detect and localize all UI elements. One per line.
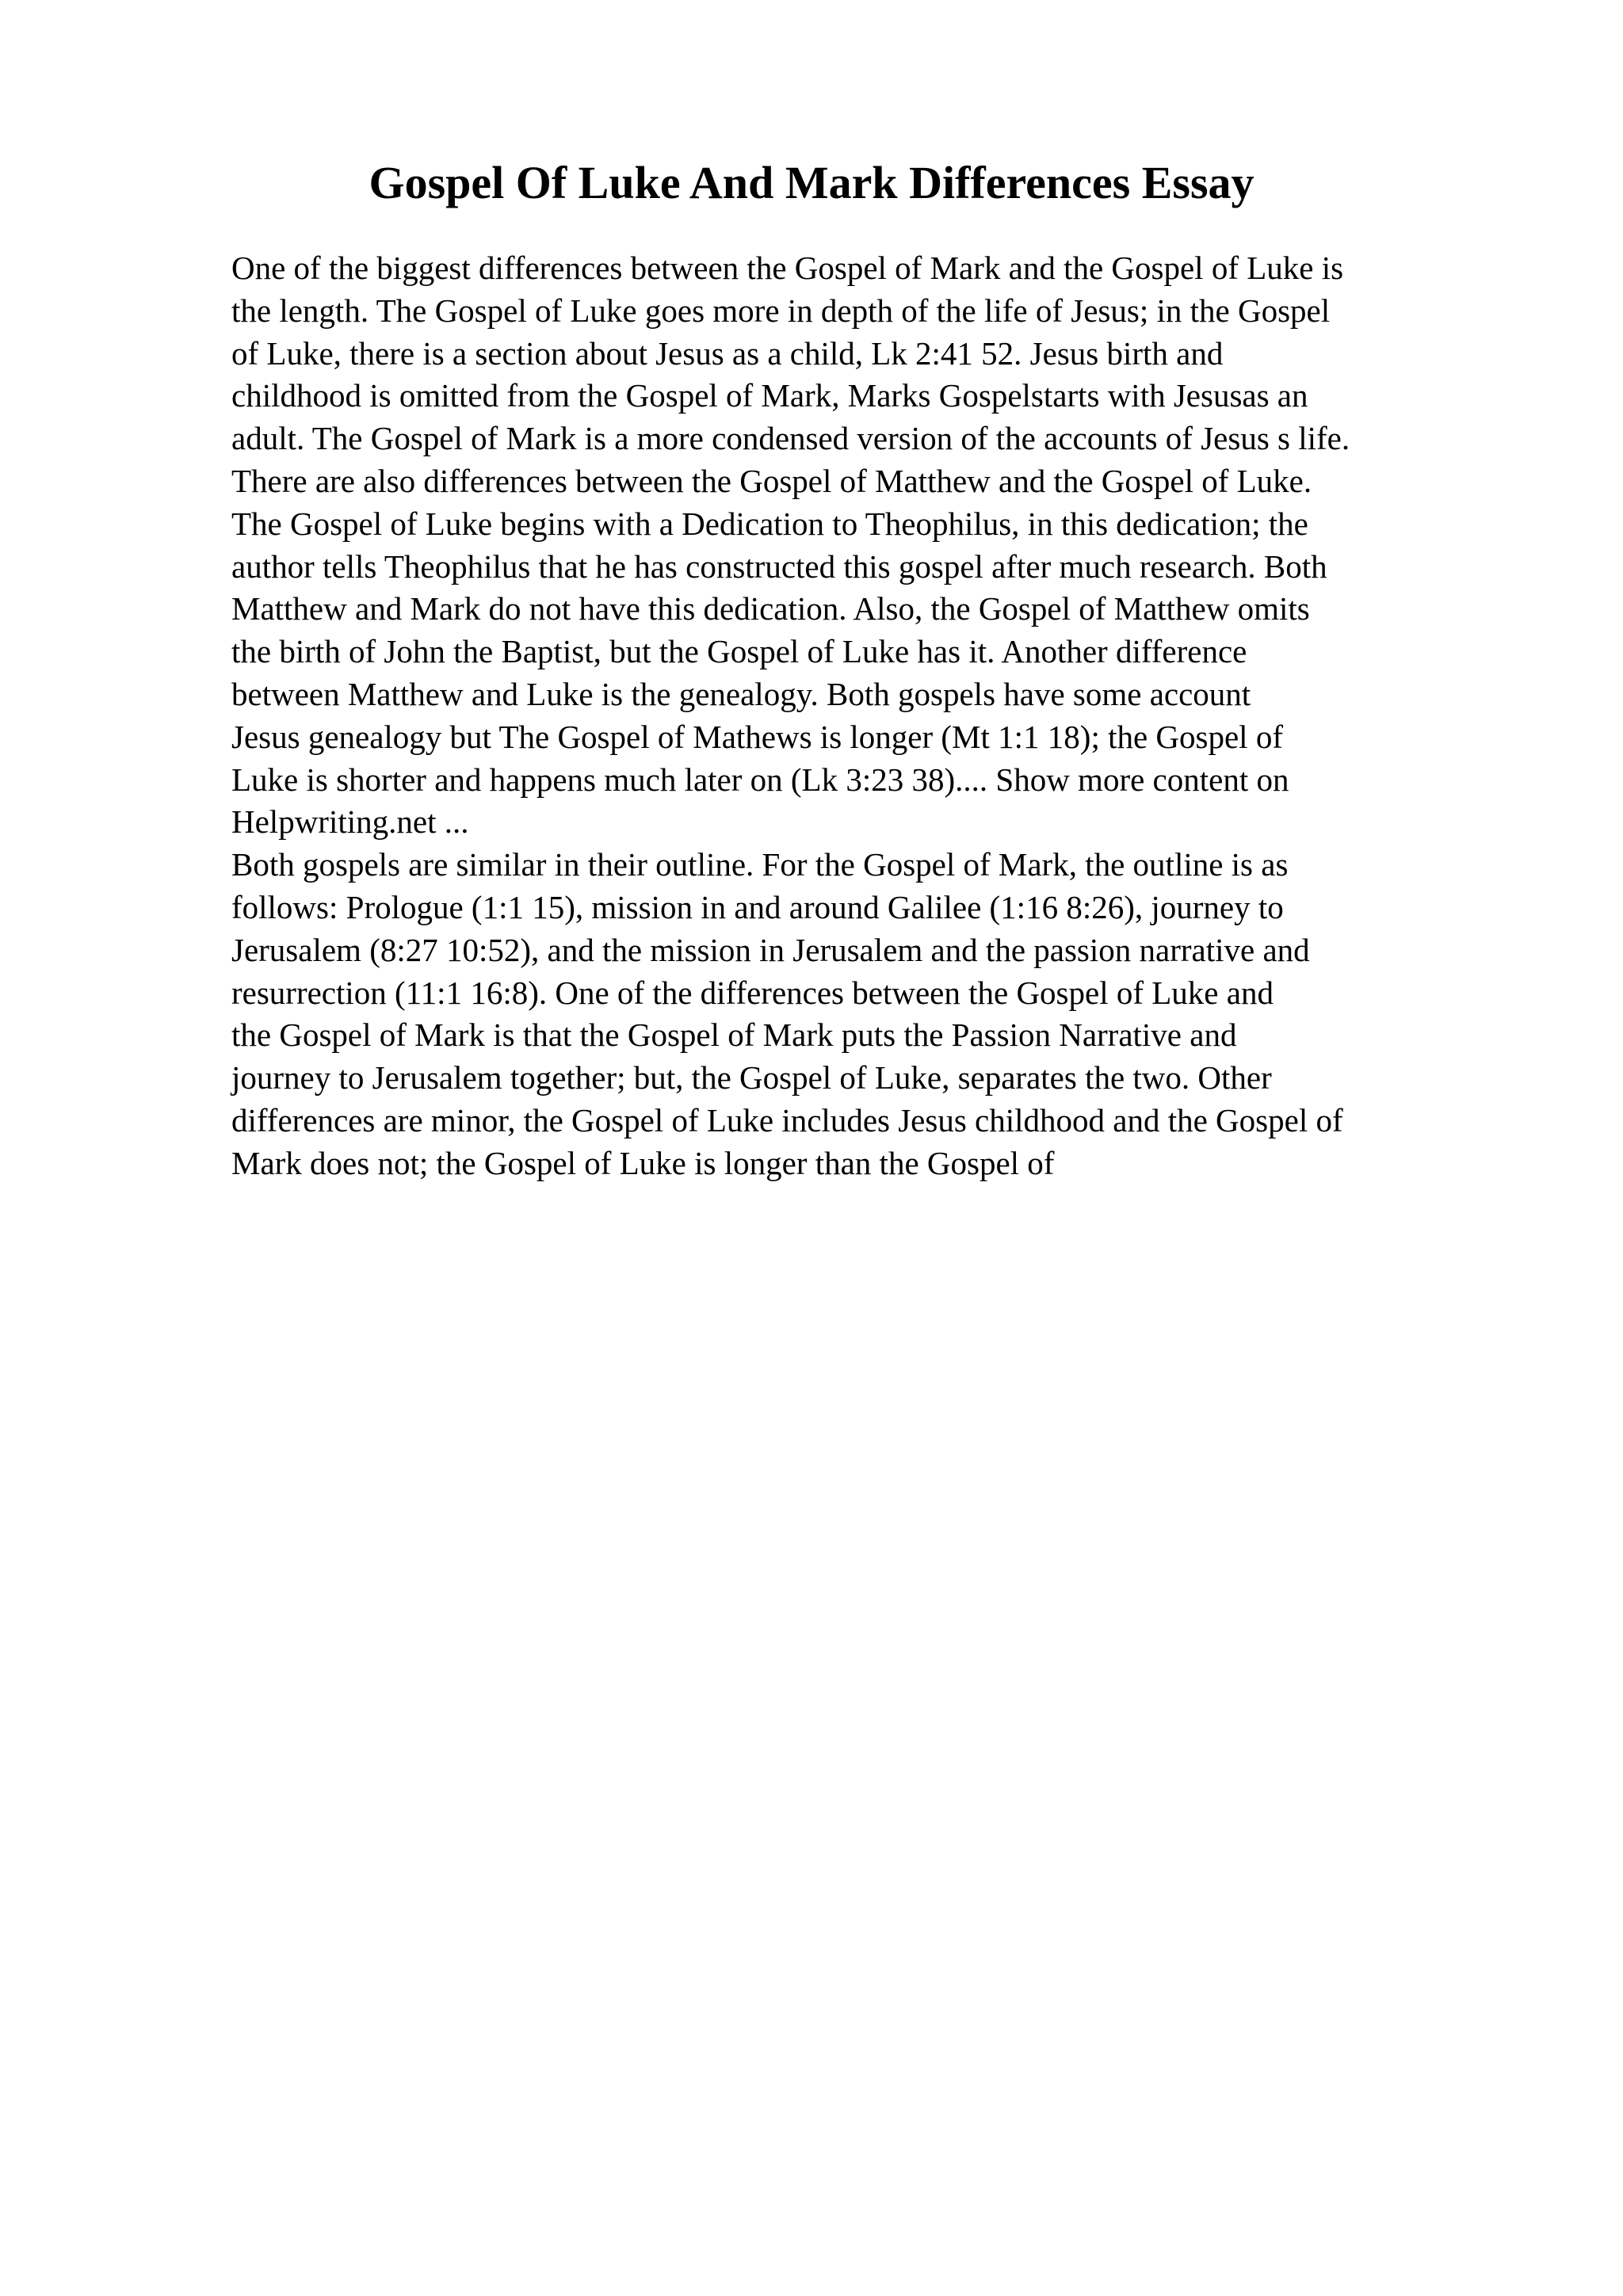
document-title: Gospel Of Luke And Mark Differences Essay — [369, 157, 1254, 208]
essay-line: Mark does not; the Gospel of Luke is longer than the Gospel of — [231, 1144, 1055, 1181]
essay-line: The Gospel of Luke begins with a Dedication to Theophilus, in this dedication; the — [231, 505, 1308, 542]
essay-line: of Luke, there is a section about Jesus as a child, Lk 2:41 52. Jesus birth and — [231, 334, 1224, 372]
essay-line: the birth of John the Baptist, but the Gospel of Luke has it. Another difference — [231, 633, 1247, 670]
essay-line: Luke is shorter and happens much later on (Lk 3:23 38).... Show more content on — [231, 761, 1289, 798]
essay-line: Jesus genealogy but The Gospel of Mathews is longer (Mt 1:1 18); the Gospel of — [231, 718, 1283, 755]
essay-line: journey to Jerusalem together; but, the Gospel of Luke, separates the two. Other — [231, 1059, 1272, 1097]
essay-body — [231, 247, 1531, 1185]
essay-line: One of the biggest differences between the Gospel of Mark and the Gospel of Luke is — [231, 250, 1344, 286]
essay-line: Both gospels are similar in their outline. For the Gospel of Mark, the outline is as — [231, 846, 1289, 883]
essay-line: the length. The Gospel of Luke goes more in depth of the life of Jesus; in the Gospel — [231, 292, 1331, 329]
essay-line: Matthew and Mark do not have this dedication. Also, the Gospel of Matthew omits — [231, 590, 1310, 627]
essay-line: adult. The Gospel of Mark is a more condensed version of the accounts of Jesus s life. — [231, 420, 1350, 457]
essay-line: There are also differences between the Gospel of Matthew and the Gospel of Luke. — [231, 462, 1312, 499]
essay-line: differences are minor, the Gospel of Luke includes Jesus childhood and the Gospel of — [231, 1101, 1343, 1138]
essay-line: resurrection (11:1 16:8). One of the differences between the Gospel of Luke and — [231, 974, 1274, 1011]
essay-line: follows: Prologue (1:1 15), mission in and around Galilee (1:16 8:26), journey to — [231, 888, 1284, 925]
essay-line: author tells Theophilus that he has constructed this gospel after much research. Both — [231, 547, 1327, 585]
essay-line: Jerusalem (8:27 10:52), and the mission in Jerusalem and the passion narrative and — [231, 931, 1310, 968]
essay-line: the Gospel of Mark is that the Gospel of Mark puts the Passion Narrative and — [231, 1016, 1237, 1054]
essay-line: childhood is omitted from the Gospel of Mark, Marks Gospelstarts with Jesusas an — [231, 377, 1308, 414]
essay-line: Helpwriting.net ... — [231, 803, 469, 841]
essay-line: between Matthew and Luke is the genealogy. Both gospels have some account — [231, 675, 1251, 712]
